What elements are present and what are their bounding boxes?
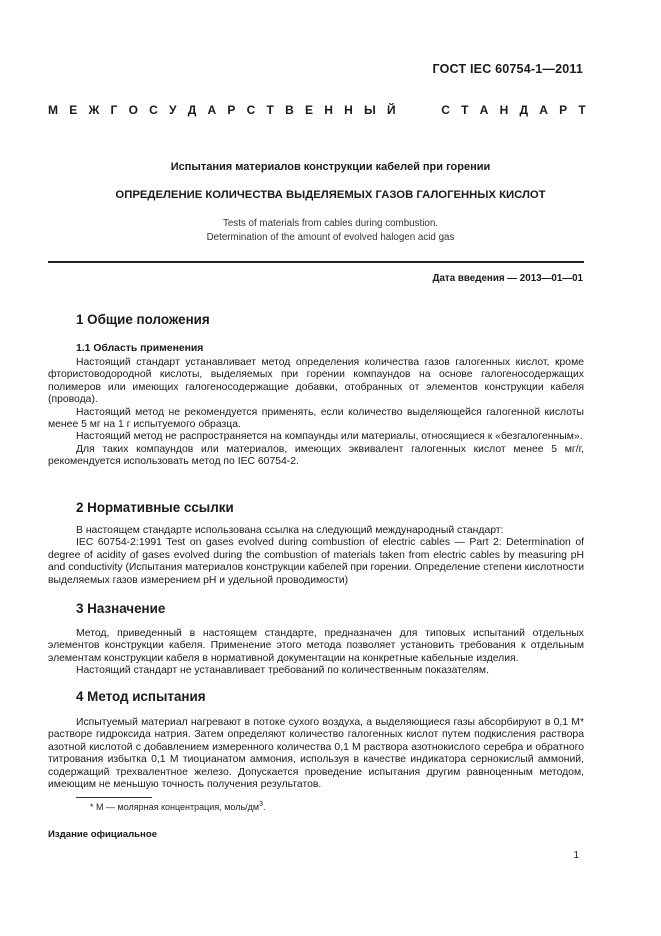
paragraph: В настоящем стандарте использована ссылка на следующий международный стандарт:	[76, 525, 504, 536]
standard-type-letter: А	[479, 103, 489, 117]
standard-type-letter: А	[207, 103, 217, 117]
standard-type-letter: В	[285, 103, 294, 117]
standard-type-letter: Н	[344, 103, 353, 117]
standard-type-letter: Е	[69, 103, 78, 117]
standard-type-letter: Д	[519, 103, 529, 117]
paragraph: IEC 60754-2:1991 Test on gases evolved during combustion of electric cables — Part 2: Determination of degree of acidity of gases evolved during the combustion of materials taken from electric cables by measuring pH and conductivity (Испытания материалов конструкции кабелей при горении. Определение степени кислотности выделяемых газов измерением pH и удельной проводимости)	[48, 537, 584, 586]
standard-type-letter	[424, 103, 430, 117]
section-1-heading: 1 Общие положения	[76, 312, 210, 327]
document-subtitle-ru: ОПРЕДЕЛЕНИЕ КОЛИЧЕСТВА ВЫДЕЛЯЕМЫХ ГАЗОВ ГАЛОГЕННЫХ КИСЛОТ	[115, 189, 546, 201]
standard-type-letter: Р	[559, 103, 568, 117]
standard-type-letter: Ж	[88, 103, 100, 117]
paragraph: Метод, приведенный в настоящем стандарте, предназначен для типовых испытаний отдельных элементов конструкции кабеля. Применение этого метода позволяет установить требования к отдельным элементам конструкции кабеля в нормативной документации на конкретные кабельные изделия.	[48, 628, 584, 664]
paragraph: Настоящий метод не рекомендуется применять, если количество выделяющейся галогенной кислоты менее 5 мг на 1 г испытуемого образца.	[48, 406, 584, 431]
section-3-body	[48, 628, 584, 678]
intro-date: Дата введения — 2013—01—01	[432, 273, 583, 284]
section-4-body	[48, 717, 584, 791]
paragraph: Для таких компаундов или материалов, имеющих эквивалент галогенных кислот менее 5 мг/г, рекомендуется использовать метод по IEC 60754-2.	[48, 443, 584, 468]
standard-type-letter: Р	[227, 103, 236, 117]
footnote-end: .	[263, 802, 266, 812]
standard-type-letter	[407, 103, 413, 117]
paragraph: Настоящий стандарт не устанавливает требований по количественным показателям.	[76, 665, 489, 677]
standard-type-letter: О	[128, 103, 138, 117]
document-title-ru: Испытания материалов конструкции кабелей при горении	[170, 161, 491, 173]
standard-type-letter: У	[169, 103, 177, 117]
standard-type-letter: Е	[304, 103, 313, 117]
footnote	[90, 802, 266, 812]
paragraph: Испытуемый материал нагревают в потоке сухого воздуха, а выделяющиеся газы абсорбируют в 0,1 М* растворе гидроксида натрия. Затем определяют количество галогенных кислот путем подкисления раствора азотной кислотой с добавлением измеренного количества 0,1 М раствора азотнокислого серебра и обратного титрования избытка 0,1 М тиоцианатом аммония, используя в качестве индикатора сернокислый аммоний, содержащий трехвалентное железо. Допускается проведение испытания другим равноценным методом, имеющим не меньшую точность получения результатов.	[48, 717, 584, 791]
standard-type-letter: С	[149, 103, 158, 117]
standard-type-letter: А	[539, 103, 548, 117]
section-3-heading: 3 Назначение	[76, 601, 166, 616]
standard-type-letter: Г	[110, 103, 118, 117]
section-1-body	[48, 357, 584, 469]
standard-type-letter: Ы	[363, 103, 376, 117]
footnote-text: * М — молярная концентрация, моль/дм	[90, 802, 260, 812]
standard-type-letter: Т	[266, 103, 274, 117]
document-title-en	[0, 217, 661, 245]
paragraph: Настоящий метод не распространяется на компаунды или материалы, относящиеся к «безгалогенным».	[76, 431, 583, 443]
footnote-superscript: 3	[259, 801, 263, 808]
title-en-line-2: Determination of the amount of evolved halogen acid gas	[206, 232, 455, 243]
standard-type-letter: С	[246, 103, 256, 117]
title-en-line-1: Tests of materials from cables during combustion.	[222, 218, 439, 229]
header-divider	[48, 261, 584, 263]
standard-type-letter: Й	[386, 103, 396, 117]
standard-type-letter: Т	[578, 103, 586, 117]
page-number: 1	[573, 850, 579, 861]
standard-type-letter: С	[441, 103, 450, 117]
standard-type-letter: М	[48, 103, 58, 117]
standard-type-heading	[48, 103, 586, 117]
standard-type-letter: Т	[461, 103, 469, 117]
section-4-heading: 4 Метод испытания	[76, 689, 206, 704]
standard-number: ГОСТ IEC 60754-1—2011	[432, 62, 583, 76]
section-2-heading: 2 Нормативные ссылки	[76, 500, 234, 515]
standard-type-letter: Н	[324, 103, 333, 117]
paragraph: Настоящий стандарт устанавливает метод определения количества газов галогенных кислот, кроме фтористоводородной кислоты, выделяемых при горении компаундов на основе галогеносодержащих полимеров или имеющих галогеносодержащие добавки, отобранных от элементов конструкции кабеля (провода).	[48, 357, 584, 406]
footnote-divider	[76, 797, 152, 798]
edition-label: Издание официальное	[48, 829, 158, 840]
standard-type-letter: Н	[499, 103, 509, 117]
section-2-body	[48, 525, 584, 587]
section-1-1-heading: 1.1 Область применения	[76, 343, 204, 354]
standard-type-letter: Д	[187, 103, 197, 117]
